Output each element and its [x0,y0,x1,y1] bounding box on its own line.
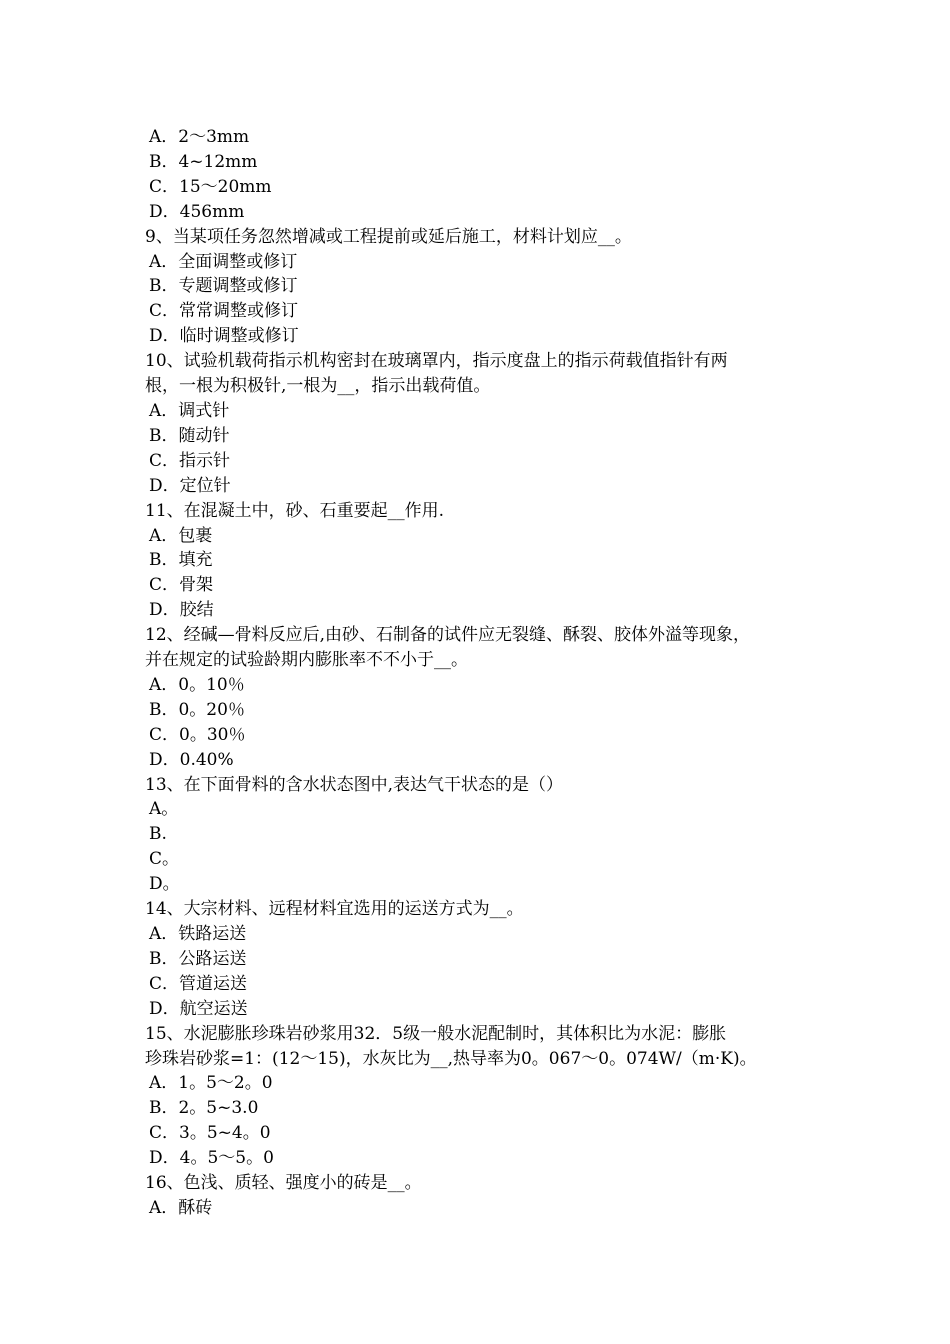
option-line: C．指示针 [149,450,231,471]
question-text-line: 16、色浅、质轻、强度小的砖是__。 [145,1173,422,1194]
option-line: C．0。30％ [149,724,246,745]
option-line: A．铁路运送 [149,924,247,944]
option-line: B．专题调整或修订 [149,276,298,297]
option-line: D．4。5～5。0 [149,1148,274,1169]
document-body [145,125,825,1221]
option-line: C．骨架 [149,575,214,596]
option-line: B．随动针 [149,425,230,446]
question-text-line: 根，一根为积极针,一根为__，指示出载荷值。 [145,376,491,397]
option-line: D。 [149,874,180,895]
option-line: C．常常调整或修订 [149,301,299,322]
question-text-line: 9、当某项任务忽然增减或工程提前或延后施工，材料计划应__。 [145,226,632,247]
question-text-line: 14、大宗材料、远程材料宜选用的运送方式为__。 [145,899,524,920]
option-line: D．航空运送 [149,998,248,1019]
question-text-line: 15、水泥膨胀珍珠岩砂浆用32．5级一般水泥配制时，其体积比为水泥：膨胀 [145,1023,727,1044]
option-line: D．临时调整或修订 [149,326,299,347]
option-line: B．0。20％ [149,699,245,720]
option-line: D．456mm [149,201,245,222]
question-text-line: 13、在下面骨料的含水状态图中,表达气干状态的是（） [145,774,564,795]
option-line: A．调式针 [149,400,230,421]
option-line: C．3。5~4。0 [149,1123,271,1144]
option-line: A．酥砖 [149,1197,213,1218]
option-line: A。 [149,799,179,820]
option-line: A．0。10％ [149,674,245,695]
option-line: C．15～20mm [149,176,272,197]
question-text-line: 珍珠岩砂浆=1：(12～15)，水灰比为__,热导率为0。067～0。074W/（m·K)。 [145,1048,757,1069]
question-text-line: 12、经碱—骨料反应后,由砂、石制备的试件应无裂缝、酥裂、胶体外溢等现象， [145,625,751,646]
question-text-line: 10、试验机载荷指示机构密封在玻璃罩内，指示度盘上的指示荷载值指针有两 [145,351,728,372]
option-line: C。 [149,849,180,870]
question-text-line: 并在规定的试验龄期内膨胀率不不小于__。 [145,650,468,671]
option-line: B．填充 [149,550,213,571]
option-line: A．包裹 [149,525,213,546]
option-line: B．2。5~3.0 [149,1098,259,1119]
option-line: A．全面调整或修订 [149,251,298,272]
option-line: D．定位针 [149,475,231,496]
question-text-line: 11、在混凝土中，砂、石重要起__作用. [145,500,445,521]
option-line: C．管道运送 [149,973,248,994]
option-line: A．2～3mm [149,127,250,147]
option-line: D．0.40% [149,749,234,770]
option-line: A．1。5～2。0 [149,1073,273,1094]
option-line: B. [149,824,167,845]
option-line: D．胶结 [149,600,214,621]
option-line: B．4~12mm [149,151,258,172]
option-line: B．公路运送 [149,948,247,969]
